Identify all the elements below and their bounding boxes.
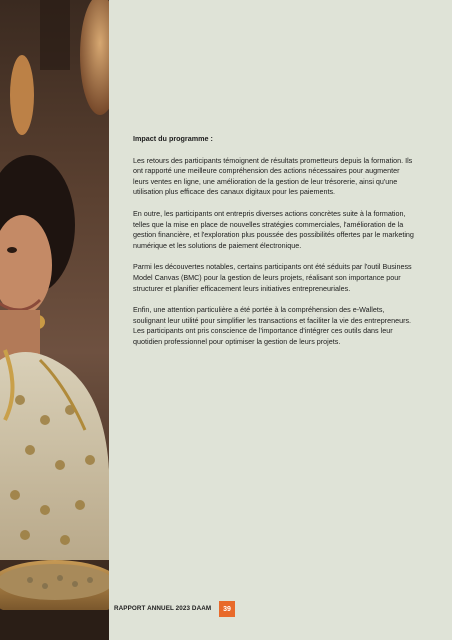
content-panel [109, 0, 452, 640]
paragraph-3: Parmi les découvertes notables, certains participants ont été séduits par l'outil Business Model Canvas (BMC) pour la gestion de leurs projets, réalisant son importance pour structurer et planifier efficacement leurs initiatives entrepreneuriales. [133, 262, 412, 293]
footer-report-label: RAPPORT ANNUEL 2023 DAAM [114, 605, 212, 612]
page-number-badge: 39 [219, 601, 235, 617]
paragraph-2: En outre, les participants ont entrepris diverses actions concrètes suite à la formation, telles que la mise en place de nouvelles stratégies commerciales, l'amélioration de la gestion financière, et l'exploration plus poussée des possibilités offertes par le marketing numérique et les solutions de paiement électronique. [133, 208, 414, 250]
paragraph-4: Enfin, une attention particulière a été portée à la compréhension des e-Wallets, soulignant leur utilité pour simplifier les transactions et faciliter la vie des entrepreneurs. Les participants ont pris conscience de l'importance d'intégrer ces outils dans leur quotidien professionnel pour optimiser la gestion de leurs projets. [133, 305, 412, 346]
woman-portrait-illustration [0, 0, 109, 640]
article [133, 134, 415, 359]
paragraph-1: Les retours des participants témoignent de résultats prometteurs depuis la formation. Ils ont rapporté une meilleure compréhension des actions nécessaires pour augmenter leurs ventes en ligne, une amélioration de la gestion de leur trésorerie, ainsi qu'une utilisation plus efficace des canaux digitaux pour les paiements. [133, 155, 413, 197]
section-heading: Impact du programme : [133, 134, 213, 143]
cover-photo [0, 0, 109, 640]
